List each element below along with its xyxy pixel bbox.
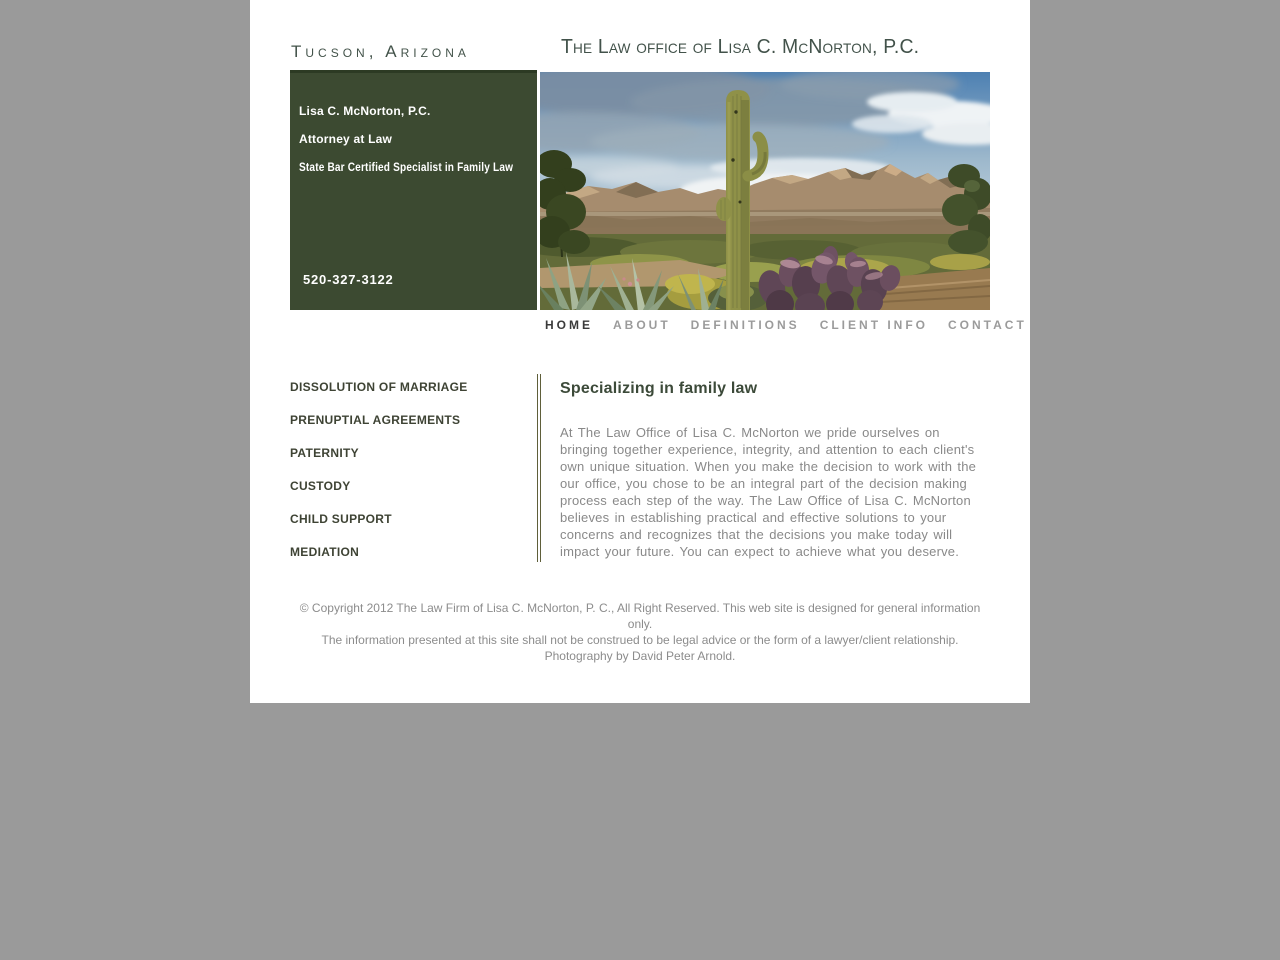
nav-about[interactable]: ABOUT — [613, 318, 671, 332]
page-container — [250, 0, 1030, 703]
footer-disclaimer: The information presented at this site shall not be construed to be legal advice or the form of a lawyer/client relationship. — [321, 633, 959, 647]
content-body: At The Law Office of Lisa C. McNorton we pride ourselves on bringing together experience, integrity, and attention to each client's own unique situation. When you make the decision to work with the our office, you chose to be an integral part of the decision making process each step of the way. The Law Office of Lisa C. McNorton believes in establishing practical and effective solutions to your concerns and recognizes that the decisions you make today will impact your future. You can expect to achieve what you deserve. — [560, 425, 977, 559]
hero-photo — [540, 72, 990, 310]
phone-number: 520-327-3122 — [303, 272, 394, 287]
nav-home[interactable]: HOME — [545, 318, 593, 332]
menu-row — [290, 512, 468, 526]
menu-row — [290, 446, 468, 460]
practice-areas-menu — [290, 380, 468, 578]
menu-item-prenuptial-agreements[interactable]: PRENUPTIAL AGREEMENTS — [290, 413, 461, 427]
menu-row — [290, 413, 468, 427]
site-title: The Law office of Lisa C. McNorton, P.C. — [561, 36, 920, 58]
menu-item-dissolution-of-marriage[interactable]: DISSOLUTION OF MARRIAGE — [290, 380, 468, 394]
vertical-divider — [537, 374, 541, 562]
menu-item-paternity[interactable]: PATERNITY — [290, 446, 359, 460]
menu-item-custody[interactable]: CUSTODY — [290, 479, 351, 493]
content-heading: Specializing in family law — [560, 380, 758, 397]
nav-client-info[interactable]: CLIENT INFO — [819, 318, 929, 332]
main-content — [560, 380, 992, 560]
menu-row — [290, 380, 468, 394]
footer — [290, 600, 990, 664]
attorney-role: Attorney at Law — [299, 132, 393, 146]
main-nav — [545, 318, 1027, 332]
menu-row — [290, 479, 468, 493]
attorney-certification: State Bar Certified Specialist in Family Law — [299, 160, 514, 174]
nav-contact[interactable]: CONTACT — [948, 318, 1027, 332]
attorney-info-box — [290, 70, 537, 310]
site-location: Tucson, Arizona — [291, 42, 470, 61]
menu-item-mediation[interactable]: MEDIATION — [290, 545, 360, 559]
menu-item-child-support[interactable]: CHILD SUPPORT — [290, 512, 392, 526]
nav-definitions[interactable]: DEFINITIONS — [690, 318, 800, 332]
desert-scene-illustration — [540, 72, 990, 310]
footer-copyright: © Copyright 2012 The Law Firm of Lisa C. McNorton, P. C., All Right Reserved. This web site is designed for general information only. — [299, 601, 981, 631]
attorney-name: Lisa C. McNorton, P.C. — [299, 104, 431, 118]
footer-photo-credit: Photography by David Peter Arnold. — [544, 649, 736, 663]
menu-row — [290, 545, 468, 559]
